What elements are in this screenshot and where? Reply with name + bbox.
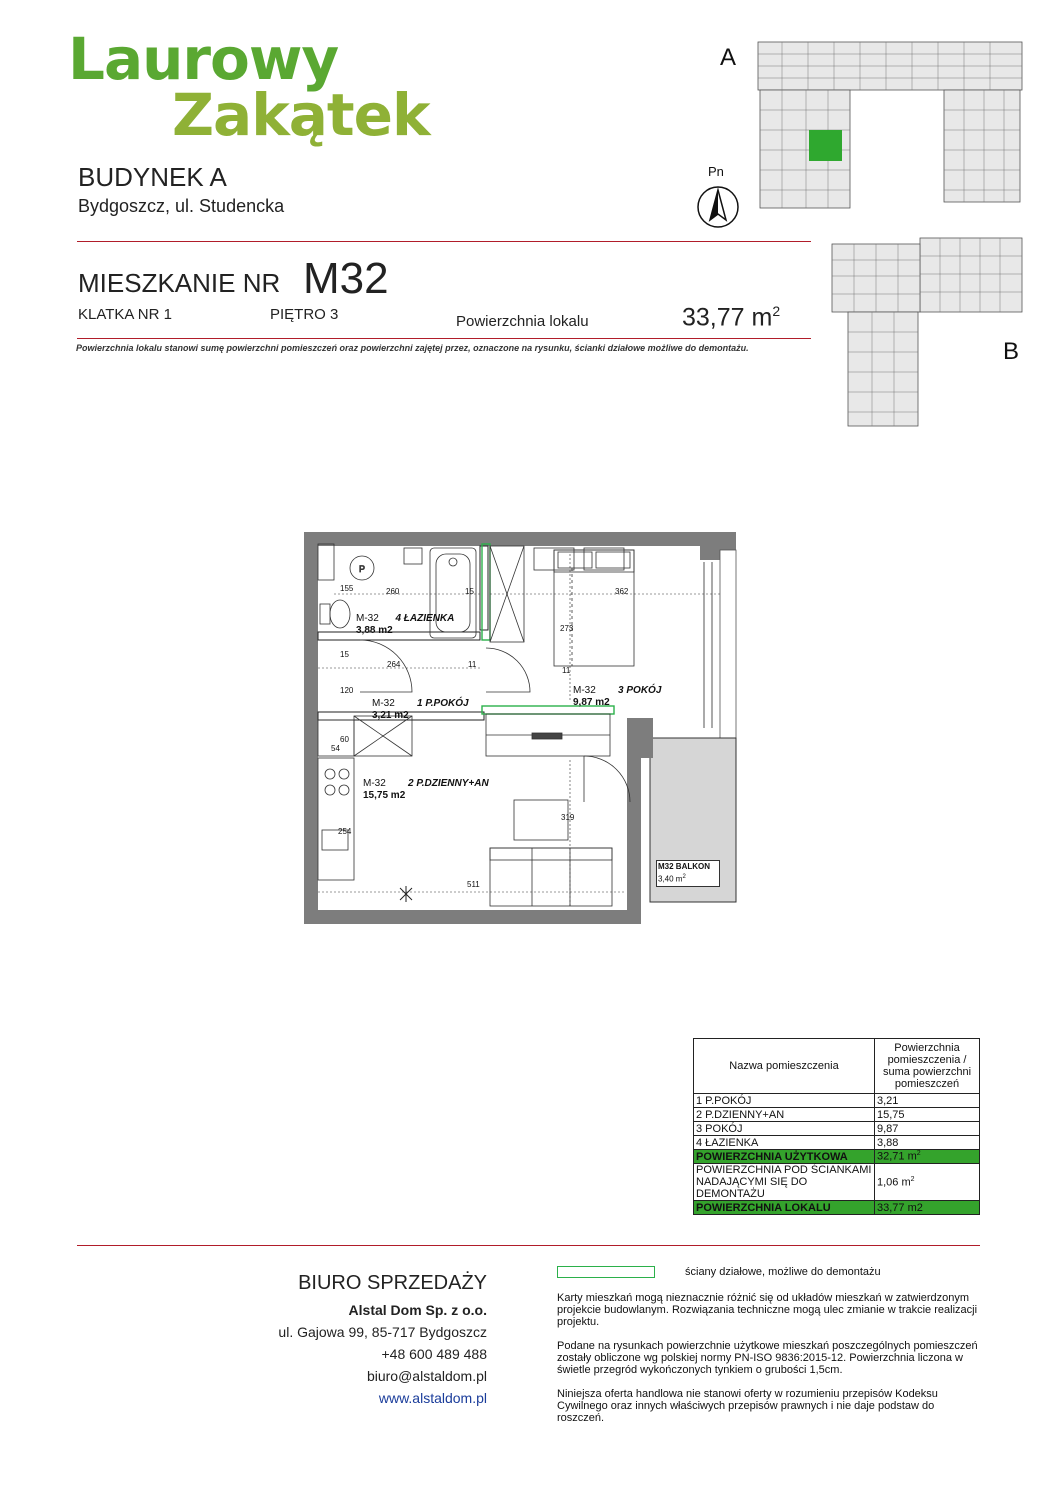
footer-rule	[77, 1245, 980, 1246]
table-row: 4 ŁAZIENKA 3,88	[694, 1136, 980, 1150]
legend-swatch	[557, 1266, 655, 1278]
staircase: KLATKA NR 1	[78, 306, 172, 323]
svg-text:P: P	[359, 564, 366, 574]
table-row: 3 POKÓJ 9,87	[694, 1122, 980, 1136]
area-note: Powierzchnia lokalu stanowi sumę powierzchni pomieszczeń oraz powierzchni zajętej przez, oznaczone na rysunku, ścianki działowe możliwe do demontażu.	[76, 343, 749, 353]
room-label-hall: M-32 1 P.POKÓJ 3,21 m2	[372, 698, 469, 721]
dim-11-a: 11	[468, 660, 477, 669]
area-label: Powierzchnia lokalu	[456, 313, 589, 330]
table-header-name: Nazwa pomieszczenia	[694, 1039, 875, 1094]
office-email[interactable]: biuro@alstaldom.pl	[366, 1368, 487, 1384]
office-company: Alstal Dom Sp. z o.o.	[348, 1302, 487, 1318]
room-label-bathroom: M-32 4 ŁAZIENKA 3,88 m2	[356, 613, 455, 636]
dim-60: 60	[340, 735, 349, 744]
dim-15-side: 15	[340, 650, 349, 659]
north-label: Pn	[708, 164, 724, 179]
keyplan-building-b	[828, 236, 1024, 428]
total-area-row: POWIERZCHNIA LOKALU 33,77 m2	[694, 1201, 980, 1215]
dim-120: 120	[340, 686, 354, 695]
dim-15-top: 15	[465, 587, 474, 596]
flat-number: M32	[303, 254, 389, 303]
table-row: 1 P.POKÓJ 3,21	[694, 1094, 980, 1108]
dim-54: 54	[331, 744, 340, 753]
dim-511: 511	[467, 880, 480, 889]
area-table	[693, 1038, 980, 1215]
subheader-rule	[77, 338, 811, 339]
header-rule	[77, 241, 811, 242]
office-street: ul. Gajowa 99, 85-717 Bydgoszcz	[278, 1324, 487, 1340]
room-label-living: M-32 2 P.DZIENNY+AN 15,75 m2	[363, 778, 489, 801]
logo-line-2: Zakątek	[172, 81, 430, 149]
keyplan-building-a	[752, 40, 1024, 212]
flat-label: MIESZKANIE NR	[78, 268, 281, 298]
room-label-bedroom: M-32 3 POKÓJ 9,87 m2	[573, 685, 662, 708]
office-title: BIURO SPRZEDAŻY	[298, 1272, 487, 1294]
usable-area-row: POWIERZCHNIA UŻYTKOWA 32,71 $m^2$	[694, 1150, 980, 1164]
floor: PIĘTRO 3	[270, 306, 339, 323]
walls-area-row: POWIERZCHNIA POD ŚCIANKAMI NADAJĄCYMI SIĘ DO DEMONTAŻU 1,06 $m^2$	[694, 1164, 980, 1201]
office-website-link[interactable]: www.alstaldom.pl	[378, 1390, 487, 1406]
disclaimer-3: Niniejsza oferta handlowa nie stanowi oferty w rozumieniu przepisów Kodeksu Cywilnego oraz innych właściwych przepisów prawnych i nie daje podstaw do roszczeń.	[557, 1388, 938, 1424]
area-value: 33,77 $m^2$	[682, 303, 781, 332]
dim-11-b: 11	[562, 666, 571, 675]
office-phone: +48 600 489 488	[381, 1346, 487, 1362]
table-header-area: Powierzchnia pomieszczenia / suma powierzchni pomieszczeń	[875, 1039, 980, 1094]
dim-264: 264	[387, 660, 401, 669]
logo-line-1: Laurowy	[68, 25, 339, 93]
building-b-letter: B	[1003, 338, 1020, 365]
dim-273: 273	[560, 624, 574, 633]
keyplan-highlight	[809, 130, 842, 161]
building-a-letter: A	[720, 44, 737, 71]
building-title: BUDYNEK A	[78, 162, 227, 192]
dim-319: 319	[561, 813, 575, 822]
north-arrow-icon	[695, 184, 741, 230]
table-row: 2 P.DZIENNY+AN 15,75	[694, 1108, 980, 1122]
address: Bydgoszcz, ul. Studencka	[78, 196, 285, 216]
disclaimer-2: Podane na rysunkach powierzchnie użytkowe mieszkań poszczególnych pomieszczeń zostały obliczone wg polskiej normy PN-ISO 9836:2015-12. Powierzchnia liczona w świetle przegród wykończonych tynkiem o grubości 1,5cm.	[557, 1340, 978, 1376]
legend-text: ściany działowe, możliwe do demontażu	[685, 1266, 881, 1278]
dim-362: 362	[615, 587, 629, 596]
balcony-label: M32 BALKON 3,40 $m^2$	[656, 860, 720, 887]
dim-155: 155	[340, 584, 354, 593]
dim-254: 254	[338, 827, 352, 836]
disclaimer-1: Karty mieszkań mogą nieznacznie różnić się od układów mieszkań w zatwierdzonym projekcie budowlanym. Rozwiązania techniczne mogą ulec zmianie w trakcie realizacji projektu.	[557, 1292, 978, 1328]
dim-260: 260	[386, 587, 400, 596]
